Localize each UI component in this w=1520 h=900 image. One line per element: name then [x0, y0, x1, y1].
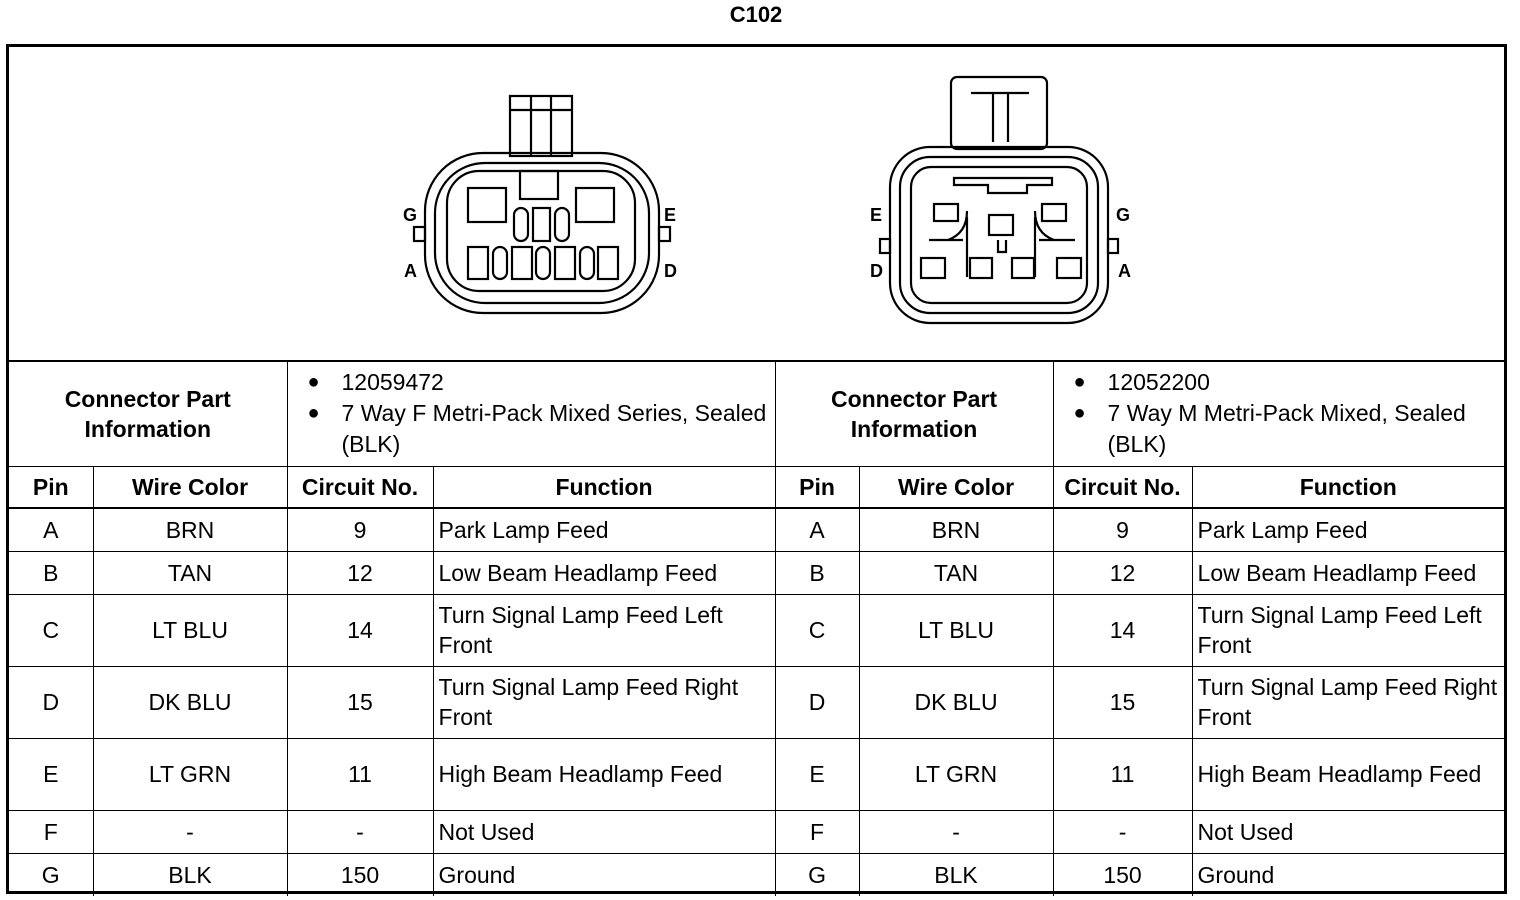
table-row [9, 738, 1504, 810]
pin-cell: E [775, 738, 859, 810]
circuit-cell: 12 [1053, 551, 1192, 594]
wire-color-cell: BLK [859, 853, 1053, 896]
part-description: ● 7 Way F Metri-Pack Mixed Series, Sealed (BLK) [342, 398, 771, 460]
circuit-cell: 15 [1053, 666, 1192, 738]
function-cell: Low Beam Headlamp Feed [433, 551, 775, 594]
function-cell: High Beam Headlamp Feed [433, 738, 775, 810]
column-header-row [9, 466, 1504, 508]
col-header-circuit: Circuit No. [1053, 466, 1192, 508]
function-cell: Park Lamp Feed [433, 508, 775, 551]
wire-color-cell: - [859, 810, 1053, 853]
wire-color-cell: LT GRN [93, 738, 287, 810]
part-number: ● 12059472 [342, 367, 771, 398]
col-header-pin: Pin [775, 466, 859, 508]
wire-color-cell: LT BLU [859, 594, 1053, 666]
circuit-cell: 150 [1053, 853, 1192, 896]
table-row [9, 666, 1504, 738]
pin-label-e-right: E [870, 205, 883, 225]
page-title: C102 [729, 2, 783, 27]
function-cell: Turn Signal Lamp Feed Right Front [433, 666, 775, 738]
part-number: ● 12052200 [1108, 367, 1501, 398]
circuit-cell: 9 [287, 508, 433, 551]
table-row [9, 810, 1504, 853]
pin-label-d-right: D [870, 261, 883, 281]
wire-color-cell: BLK [93, 853, 287, 896]
pin-label-e-left: E [664, 205, 677, 225]
function-cell: Ground [1192, 853, 1504, 896]
table-row [9, 508, 1504, 551]
circuit-cell: 14 [1053, 594, 1192, 666]
pin-label-a-left: A [404, 261, 417, 281]
function-cell: Ground [433, 853, 775, 896]
pin-cell: F [9, 810, 93, 853]
wire-color-cell: LT BLU [93, 594, 287, 666]
col-header-wire-color: Wire Color [93, 466, 287, 508]
function-cell: Park Lamp Feed [1192, 508, 1504, 551]
function-cell: Turn Signal Lamp Feed Left Front [433, 594, 775, 666]
wire-color-cell: TAN [859, 551, 1053, 594]
pin-cell: C [9, 594, 93, 666]
pin-cell: A [9, 508, 93, 551]
table-row [9, 853, 1504, 896]
pin-cell: B [775, 551, 859, 594]
pin-label-a-right: A [1118, 261, 1131, 281]
table-row [9, 551, 1504, 594]
connector-info-label: Connector Part Information [9, 361, 287, 466]
pin-label-g-left: G [403, 205, 418, 225]
col-header-function: Function [1192, 466, 1504, 508]
connector-diagram [9, 47, 1504, 360]
connector-info-list [1053, 361, 1504, 466]
pin-cell: B [9, 551, 93, 594]
wire-color-cell: BRN [859, 508, 1053, 551]
col-header-circuit: Circuit No. [287, 466, 433, 508]
connector-info-row [9, 361, 1504, 466]
circuit-cell: 11 [1053, 738, 1192, 810]
female-connector-face-icon [414, 96, 670, 313]
circuit-cell: - [287, 810, 433, 853]
circuit-cell: 12 [287, 551, 433, 594]
pinout-table [9, 360, 1504, 896]
pinout-rows [9, 508, 1504, 896]
pin-cell: F [775, 810, 859, 853]
pin-cell: D [775, 666, 859, 738]
male-connector-face-icon [880, 77, 1118, 323]
pin-label-g-right: G [1116, 205, 1131, 225]
circuit-cell: 15 [287, 666, 433, 738]
circuit-cell: 14 [287, 594, 433, 666]
circuit-cell: 11 [287, 738, 433, 810]
table-row [9, 594, 1504, 666]
connector-frame [6, 44, 1507, 894]
connector-info-label: Connector Part Information [775, 361, 1053, 466]
function-cell: Turn Signal Lamp Feed Left Front [1192, 594, 1504, 666]
wire-color-cell: BRN [93, 508, 287, 551]
circuit-cell: 150 [287, 853, 433, 896]
wire-color-cell: DK BLU [93, 666, 287, 738]
wire-color-cell: LT GRN [859, 738, 1053, 810]
col-header-wire-color: Wire Color [859, 466, 1053, 508]
col-header-function: Function [433, 466, 775, 508]
pin-cell: E [9, 738, 93, 810]
part-description: ● 7 Way M Metri-Pack Mixed, Sealed (BLK) [1108, 398, 1501, 460]
wire-color-cell: - [93, 810, 287, 853]
function-cell: Low Beam Headlamp Feed [1192, 551, 1504, 594]
circuit-cell: - [1053, 810, 1192, 853]
circuit-cell: 9 [1053, 508, 1192, 551]
wire-color-cell: DK BLU [859, 666, 1053, 738]
function-cell: Not Used [1192, 810, 1504, 853]
pin-cell: D [9, 666, 93, 738]
function-cell: Turn Signal Lamp Feed Right Front [1192, 666, 1504, 738]
pin-label-d-left: D [664, 261, 677, 281]
wire-color-cell: TAN [93, 551, 287, 594]
pin-cell: G [775, 853, 859, 896]
pin-cell: C [775, 594, 859, 666]
pin-cell: G [9, 853, 93, 896]
col-header-pin: Pin [9, 466, 93, 508]
pin-cell: A [775, 508, 859, 551]
function-cell: High Beam Headlamp Feed [1192, 738, 1504, 810]
function-cell: Not Used [433, 810, 775, 853]
connector-info-list [287, 361, 775, 466]
